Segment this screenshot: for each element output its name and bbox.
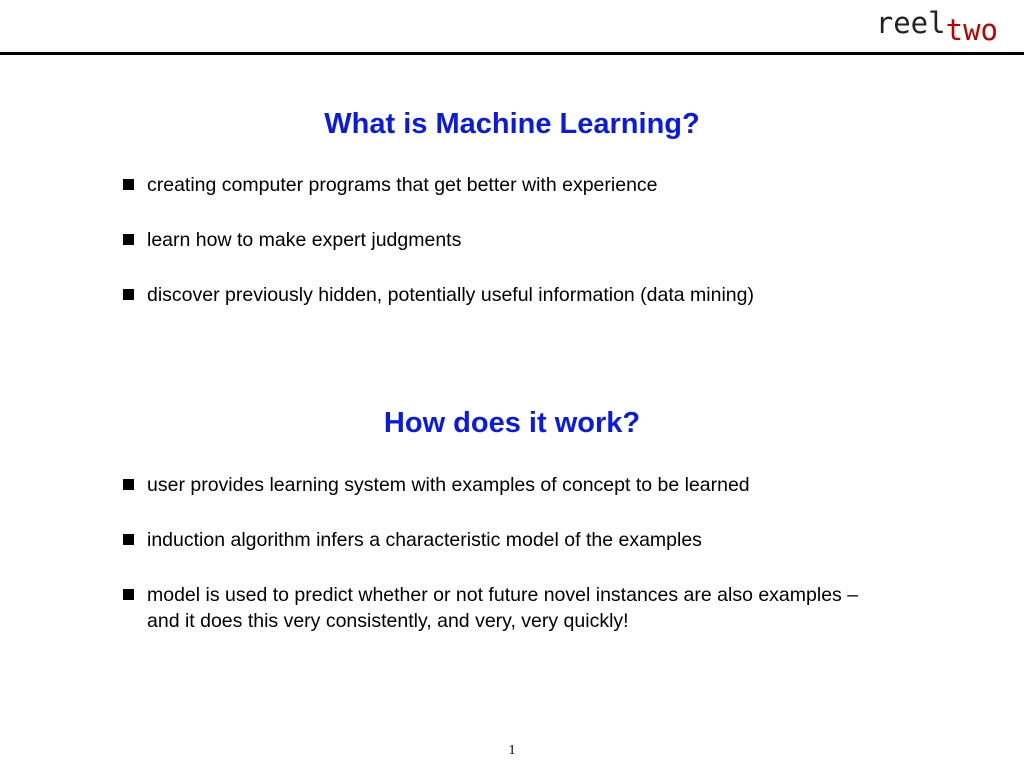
list-item bbox=[121, 282, 881, 308]
bullet-text: creating computer programs that get better with experience bbox=[147, 174, 658, 196]
list-item bbox=[121, 172, 881, 198]
logo-reel-text: reel bbox=[875, 6, 946, 40]
list-item bbox=[121, 582, 881, 634]
square-bullet-icon bbox=[123, 234, 134, 245]
list-item bbox=[121, 527, 881, 553]
bullet-list-what-is-ml bbox=[121, 172, 881, 337]
section-title-what-is-ml: What is Machine Learning? bbox=[324, 108, 700, 140]
square-bullet-icon bbox=[123, 179, 134, 190]
logo-two-text: two bbox=[945, 13, 998, 47]
bullet-list-how-does-it-work bbox=[121, 472, 881, 663]
bullet-text: user provides learning system with examples of concept to be learned bbox=[147, 474, 750, 496]
bullet-text: model is used to predict whether or not future novel instances are also examples – and it does this very consistently, and very, very quickly! bbox=[147, 584, 859, 632]
section-title-how-does-it-work: How does it work? bbox=[383, 407, 641, 439]
bullet-text: learn how to make expert judgments bbox=[147, 229, 462, 251]
list-item bbox=[121, 227, 881, 253]
reeltwo-logo bbox=[876, 2, 998, 48]
page-number: 1 bbox=[508, 743, 516, 758]
bullet-text: discover previously hidden, potentially useful information (data mining) bbox=[147, 284, 754, 306]
bullet-text: induction algorithm infers a characteristic model of the examples bbox=[147, 529, 702, 551]
square-bullet-icon bbox=[123, 534, 134, 545]
list-item bbox=[121, 472, 881, 498]
header-divider bbox=[0, 52, 1024, 55]
square-bullet-icon bbox=[123, 479, 134, 490]
square-bullet-icon bbox=[123, 289, 134, 300]
square-bullet-icon bbox=[123, 589, 134, 600]
